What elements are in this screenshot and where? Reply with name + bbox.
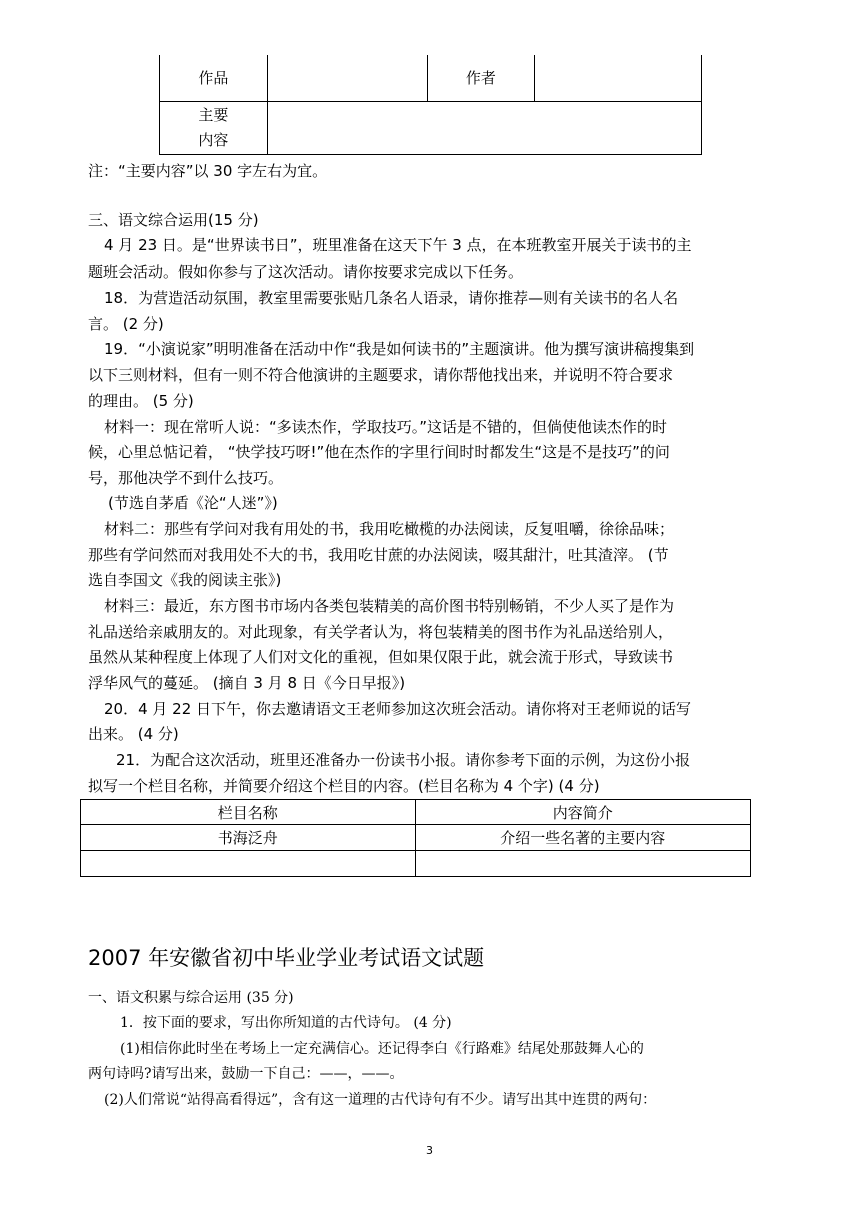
material2-line-1: 材料二：那些有学问对我有用处的书，我用吃橄榄的办法阅读，反复咀嚼，徐徐品味； — [104, 520, 675, 538]
column-header-intro: 内容简介 — [415, 800, 751, 825]
q21-line-1: 21．为配合这次活动，班里还准备办一份读书小报。请你参考下面的示例，为这份小报 — [116, 751, 691, 769]
material2-line-2: 那些有学问然而对我用处不大的书，我用吃甘蔗的办法阅读，啜其甜汁，吐其渣滓。 (节 — [88, 546, 669, 564]
q19-line-1: 19．“小演说家”明明准备在活动中作“我是如何读书的”主题演讲。他为撰写演讲稿搜集到 — [104, 340, 695, 358]
material3-line-4: 浮华风气的蔓延。 (摘自 3 月 8 日《今日早报》) — [88, 674, 406, 692]
work-label: 作品 — [198, 69, 229, 88]
intro-line-1: 4 月 23 日。是“世界读书日”，班里准备在这天下午 3 点，在本班教室开展关于读书的主 — [104, 236, 692, 254]
content-label-cell — [160, 101, 268, 154]
q20-line-1: 20．4 月 22 日下午，你去邀请语文王老师参加这次班会活动。请你将对王老师说的话写 — [104, 700, 692, 718]
author-value-cell[interactable] — [535, 55, 702, 101]
author-label-cell — [427, 55, 535, 101]
content-label-line1: 主要 — [198, 105, 229, 124]
answer-column-name[interactable] — [81, 851, 416, 877]
q19-line-2: 以下三则材料，但有一则不符合他演讲的主题要求，请你帮他找出来，并说明不符合要求 — [88, 366, 674, 384]
q18-line-2: 言。 (2 分) — [88, 315, 164, 333]
column-header-name: 栏目名称 — [81, 800, 416, 825]
section3-heading: 三、语文综合运用(15 分) — [88, 211, 259, 229]
content-note: 注：“主要内容”以 30 字左右为宜。 — [88, 162, 328, 180]
page-number: 3 — [426, 1144, 433, 1157]
example-column-name: 书海泛舟 — [81, 825, 416, 851]
material3-line-2: 礼品送给亲戚朋友的。对此现象，有关学者认为，将包装精美的图书作为礼品送给别人， — [88, 623, 674, 641]
work-info-table — [159, 55, 702, 155]
q1-text: 1．按下面的要求，写出你所知道的古代诗句。 (4 分) — [120, 1015, 452, 1031]
material3-line-1: 材料三：最近，东方图书市场内各类包装精美的高价图书特别畅销，不少人买了是作为 — [104, 597, 675, 615]
q21-line-2: 拟写一个栏目名称，并简要介绍这个栏目的内容。(栏目名称为 4 个字) (4 分) — [88, 777, 600, 795]
intro-line-2: 题班会活动。假如你参与了这次活动。请你按要求完成以下任务。 — [88, 263, 524, 281]
q20-line-2: 出来。 (4 分) — [88, 725, 179, 743]
material1-line-3: 号，那他决学不到什么技巧。 — [88, 469, 284, 487]
q18-line-1: 18．为营造活动氛围，教室里需要张贴几条名人语录，请你推荐—则有关读书的名人名 — [104, 289, 679, 307]
answer-column-intro[interactable] — [415, 851, 751, 877]
q19-line-3: 的理由。 (5 分) — [88, 392, 194, 410]
section1-heading: 一、语文积累与综合运用 (35 分) — [88, 990, 294, 1006]
content-value-cell[interactable] — [267, 101, 701, 154]
author-label: 作者 — [465, 69, 496, 88]
work-value-cell[interactable] — [267, 55, 427, 101]
material1-source: (节选自茅盾《沦“人迷”》) — [108, 494, 278, 512]
column-table — [80, 799, 751, 877]
material1-line-1: 材料一：现在常听人说：“多读杰作，学取技巧。”这话是不错的，但倘使他读杰作的时 — [104, 418, 668, 436]
work-label-cell — [160, 55, 268, 101]
material2-line-3: 选自李国文《我的阅读主张》) — [88, 571, 282, 589]
example-column-intro: 介绍一些名著的主要内容 — [415, 825, 751, 851]
q1-2-line: (2)人们常说“站得高看得远”，含有这一道理的古代诗句有不少。请写出其中连贯的两句： — [104, 1092, 657, 1108]
q1-1-line-2: 两句诗吗?请写出来，鼓励一下自己：——，——。 — [88, 1066, 404, 1082]
exam-title: 2007 年安徽省初中毕业学业考试语文试题 — [88, 946, 485, 970]
q1-1-line-1: (1)相信你此时坐在考场上一定充满信心。还记得李白《行路难》结尾处那鼓舞人心的 — [120, 1041, 644, 1057]
material1-line-2: 候，心里总惦记着， “快学技巧呀!”他在杰作的字里行间时时都发生“这是不是技巧”的问 — [88, 443, 670, 461]
material3-line-3: 虽然从某种程度上体现了人们对文化的重视，但如果仅限于此，就会流于形式，导致读书 — [88, 648, 674, 666]
content-label-line2: 内容 — [198, 130, 229, 149]
